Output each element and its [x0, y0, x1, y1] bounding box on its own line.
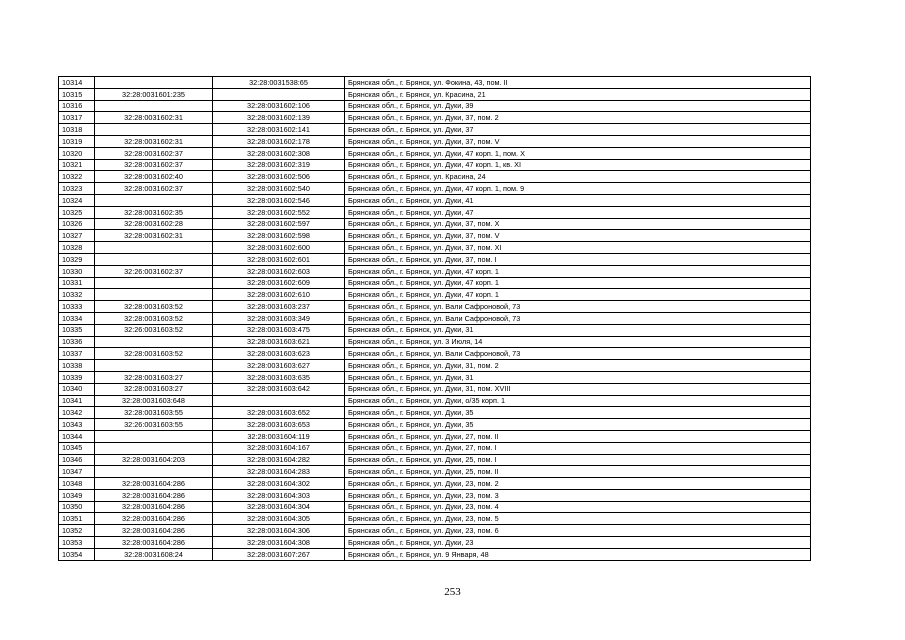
parent-cadastral-number-cell: 32:28:0031602:37	[95, 183, 213, 195]
address-cell: Брянская обл., г. Брянск, ул. Дуки, 37	[345, 124, 811, 136]
cadastral-number-cell	[213, 395, 345, 407]
row-number-cell: 10340	[59, 383, 95, 395]
row-number-cell: 10317	[59, 112, 95, 124]
parent-cadastral-number-cell: 32:28:0031601:235	[95, 88, 213, 100]
parent-cadastral-number-cell	[95, 442, 213, 454]
table-row	[59, 430, 811, 442]
address-cell: Брянская обл., г. Брянск, ул. Дуки, 35	[345, 419, 811, 431]
row-number-cell: 10319	[59, 135, 95, 147]
table-row	[59, 371, 811, 383]
table-row	[59, 312, 811, 324]
row-number-cell: 10324	[59, 194, 95, 206]
row-number-cell: 10323	[59, 183, 95, 195]
row-number-cell: 10325	[59, 206, 95, 218]
cadastral-number-cell: 32:28:0031604:306	[213, 525, 345, 537]
address-cell: Брянская обл., г. Брянск, ул. Дуки, 37, пом. I	[345, 253, 811, 265]
address-cell: Брянская обл., г. Брянск, ул. Вали Сафроновой, 73	[345, 301, 811, 313]
parent-cadastral-number-cell	[95, 194, 213, 206]
cadastral-number-cell: 32:28:0031602:609	[213, 277, 345, 289]
address-cell: Брянская обл., г. Брянск, ул. Дуки, 25, пом. II	[345, 466, 811, 478]
cadastral-number-cell: 32:28:0031603:653	[213, 419, 345, 431]
cadastral-number-cell: 32:28:0031602:598	[213, 230, 345, 242]
parent-cadastral-number-cell: 32:28:0031603:648	[95, 395, 213, 407]
table-row	[59, 525, 811, 537]
parent-cadastral-number-cell: 32:28:0031604:286	[95, 501, 213, 513]
address-cell: Брянская обл., г. Брянск, ул. Дуки, 39	[345, 100, 811, 112]
parent-cadastral-number-cell	[95, 77, 213, 89]
parent-cadastral-number-cell: 32:26:0031603:52	[95, 324, 213, 336]
table-row	[59, 301, 811, 313]
address-cell: Брянская обл., г. Брянск, ул. Дуки, 47 корп. 1	[345, 265, 811, 277]
cadastral-number-cell: 32:28:0031602:610	[213, 289, 345, 301]
row-number-cell: 10315	[59, 88, 95, 100]
parent-cadastral-number-cell: 32:26:0031602:37	[95, 265, 213, 277]
table-row	[59, 442, 811, 454]
cadastral-number-cell: 32:28:0031602:597	[213, 218, 345, 230]
cadastral-number-cell: 32:28:0031604:304	[213, 501, 345, 513]
cadastral-number-cell	[213, 88, 345, 100]
table-row	[59, 454, 811, 466]
cadastral-number-cell: 32:28:0031538:65	[213, 77, 345, 89]
parent-cadastral-number-cell: 32:28:0031602:40	[95, 171, 213, 183]
address-cell: Брянская обл., г. Брянск, ул. Дуки, 27, пом. I	[345, 442, 811, 454]
cadastral-number-cell: 32:28:0031602:506	[213, 171, 345, 183]
address-cell: Брянская обл., г. Брянск, ул. Дуки, 31, пом. 2	[345, 360, 811, 372]
address-cell: Брянская обл., г. Брянск, ул. 3 Июля, 14	[345, 336, 811, 348]
row-number-cell: 10341	[59, 395, 95, 407]
row-number-cell: 10346	[59, 454, 95, 466]
row-number-cell: 10314	[59, 77, 95, 89]
cadastral-number-cell: 32:28:0031603:635	[213, 371, 345, 383]
parent-cadastral-number-cell	[95, 336, 213, 348]
cadastral-number-cell: 32:28:0031603:349	[213, 312, 345, 324]
parent-cadastral-number-cell	[95, 242, 213, 254]
row-number-cell: 10344	[59, 430, 95, 442]
cadastral-number-cell: 32:28:0031604:167	[213, 442, 345, 454]
row-number-cell: 10318	[59, 124, 95, 136]
parent-cadastral-number-cell: 32:28:0031603:52	[95, 348, 213, 360]
row-number-cell: 10316	[59, 100, 95, 112]
parent-cadastral-number-cell: 32:28:0031602:31	[95, 112, 213, 124]
cadastral-number-cell: 32:28:0031603:621	[213, 336, 345, 348]
parent-cadastral-number-cell: 32:28:0031602:31	[95, 230, 213, 242]
parent-cadastral-number-cell: 32:28:0031602:37	[95, 147, 213, 159]
address-cell: Брянская обл., г. Брянск, ул. Дуки, 31, пом. XVIII	[345, 383, 811, 395]
table-row	[59, 183, 811, 195]
address-cell: Брянская обл., г. Брянск, ул. Дуки, 47 корп. 1	[345, 289, 811, 301]
table-row	[59, 419, 811, 431]
parent-cadastral-number-cell: 32:28:0031608:24	[95, 548, 213, 560]
address-cell: Брянская обл., г. Брянск, ул. Дуки, 47 корп. 1	[345, 277, 811, 289]
table-row	[59, 88, 811, 100]
table-row	[59, 289, 811, 301]
cadastral-number-cell: 32:28:0031607:267	[213, 548, 345, 560]
parent-cadastral-number-cell: 32:28:0031602:37	[95, 159, 213, 171]
row-number-cell: 10345	[59, 442, 95, 454]
parent-cadastral-number-cell: 32:28:0031602:28	[95, 218, 213, 230]
cadastral-number-cell: 32:28:0031604:282	[213, 454, 345, 466]
row-number-cell: 10354	[59, 548, 95, 560]
parent-cadastral-number-cell: 32:28:0031603:52	[95, 312, 213, 324]
table-row	[59, 383, 811, 395]
address-cell: Брянская обл., г. Брянск, ул. Дуки, 37, пом. V	[345, 135, 811, 147]
address-cell: Брянская обл., г. Брянск, ул. Фокина, 43, пом. II	[345, 77, 811, 89]
row-number-cell: 10336	[59, 336, 95, 348]
parent-cadastral-number-cell	[95, 466, 213, 478]
cadastral-number-cell: 32:28:0031602:552	[213, 206, 345, 218]
table-row	[59, 253, 811, 265]
parent-cadastral-number-cell: 32:28:0031604:286	[95, 537, 213, 549]
cadastral-number-cell: 32:28:0031604:119	[213, 430, 345, 442]
cadastral-number-cell: 32:28:0031603:642	[213, 383, 345, 395]
row-number-cell: 10326	[59, 218, 95, 230]
table-row	[59, 537, 811, 549]
cadastral-number-cell: 32:28:0031602:178	[213, 135, 345, 147]
address-cell: Брянская обл., г. Брянск, ул. Дуки, 35	[345, 407, 811, 419]
cadastral-number-cell: 32:28:0031603:652	[213, 407, 345, 419]
cadastral-number-cell: 32:28:0031602:139	[213, 112, 345, 124]
row-number-cell: 10349	[59, 489, 95, 501]
row-number-cell: 10339	[59, 371, 95, 383]
parent-cadastral-number-cell	[95, 289, 213, 301]
row-number-cell: 10321	[59, 159, 95, 171]
cadastral-number-cell: 32:28:0031603:475	[213, 324, 345, 336]
address-cell: Брянская обл., г. Брянск, ул. Дуки, 47 корп. 1, кв. XI	[345, 159, 811, 171]
row-number-cell: 10332	[59, 289, 95, 301]
address-cell: Брянская обл., г. Брянск, ул. Дуки, 23, пом. 6	[345, 525, 811, 537]
row-number-cell: 10322	[59, 171, 95, 183]
table-row	[59, 348, 811, 360]
parent-cadastral-number-cell: 32:28:0031603:55	[95, 407, 213, 419]
cadastral-number-cell: 32:28:0031602:600	[213, 242, 345, 254]
table-row	[59, 112, 811, 124]
address-cell: Брянская обл., г. Брянск, ул. Дуки, о/35 корп. 1	[345, 395, 811, 407]
row-number-cell: 10338	[59, 360, 95, 372]
page-number: 253	[444, 586, 461, 598]
parent-cadastral-number-cell	[95, 360, 213, 372]
row-number-cell: 10348	[59, 478, 95, 490]
address-cell: Брянская обл., г. Брянск, ул. Дуки, 37, пом. X	[345, 218, 811, 230]
table-row	[59, 360, 811, 372]
address-cell: Брянская обл., г. Брянск, ул. Дуки, 47	[345, 206, 811, 218]
cadastral-number-cell: 32:28:0031602:319	[213, 159, 345, 171]
parent-cadastral-number-cell: 32:28:0031604:286	[95, 525, 213, 537]
row-number-cell: 10329	[59, 253, 95, 265]
row-number-cell: 10353	[59, 537, 95, 549]
parent-cadastral-number-cell	[95, 253, 213, 265]
table-row	[59, 206, 811, 218]
table-row	[59, 395, 811, 407]
cadastral-number-cell: 32:28:0031602:141	[213, 124, 345, 136]
address-cell: Брянская обл., г. Брянск, ул. Дуки, 41	[345, 194, 811, 206]
address-cell: Брянская обл., г. Брянск, ул. Дуки, 27, пом. II	[345, 430, 811, 442]
address-cell: Брянская обл., г. Брянск, ул. Дуки, 23, пом. 4	[345, 501, 811, 513]
table-row	[59, 277, 811, 289]
row-number-cell: 10331	[59, 277, 95, 289]
table-row	[59, 135, 811, 147]
parent-cadastral-number-cell: 32:28:0031603:27	[95, 371, 213, 383]
cadastral-number-cell: 32:28:0031604:283	[213, 466, 345, 478]
address-cell: Брянская обл., г. Брянск, ул. Красина, 24	[345, 171, 811, 183]
address-cell: Брянская обл., г. Брянск, ул. 9 Января, 48	[345, 548, 811, 560]
row-number-cell: 10333	[59, 301, 95, 313]
cadastral-number-cell: 32:28:0031602:540	[213, 183, 345, 195]
row-number-cell: 10327	[59, 230, 95, 242]
row-number-cell: 10330	[59, 265, 95, 277]
parent-cadastral-number-cell	[95, 124, 213, 136]
cadastral-number-cell: 32:28:0031602:106	[213, 100, 345, 112]
table-row	[59, 407, 811, 419]
address-cell: Брянская обл., г. Брянск, ул. Вали Сафроновой, 73	[345, 312, 811, 324]
address-cell: Брянская обл., г. Брянск, ул. Дуки, 31	[345, 324, 811, 336]
row-number-cell: 10335	[59, 324, 95, 336]
table-row	[59, 124, 811, 136]
parent-cadastral-number-cell: 32:28:0031604:203	[95, 454, 213, 466]
address-cell: Брянская обл., г. Брянск, ул. Дуки, 23	[345, 537, 811, 549]
row-number-cell: 10352	[59, 525, 95, 537]
address-cell: Брянская обл., г. Брянск, ул. Дуки, 23, пом. 2	[345, 478, 811, 490]
cadastral-number-cell: 32:28:0031602:308	[213, 147, 345, 159]
cadastral-number-cell: 32:28:0031604:302	[213, 478, 345, 490]
table-row	[59, 513, 811, 525]
cadastral-number-cell: 32:28:0031604:303	[213, 489, 345, 501]
table-row	[59, 147, 811, 159]
address-cell: Брянская обл., г. Брянск, ул. Вали Сафроновой, 73	[345, 348, 811, 360]
cadastral-number-cell: 32:28:0031603:627	[213, 360, 345, 372]
table-row	[59, 324, 811, 336]
registry-table-body	[59, 77, 811, 561]
table-row	[59, 336, 811, 348]
parent-cadastral-number-cell: 32:28:0031604:286	[95, 478, 213, 490]
parent-cadastral-number-cell: 32:28:0031604:286	[95, 513, 213, 525]
address-cell: Брянская обл., г. Брянск, ул. Дуки, 25, пом. I	[345, 454, 811, 466]
table-row	[59, 489, 811, 501]
parent-cadastral-number-cell: 32:28:0031603:27	[95, 383, 213, 395]
table-row	[59, 230, 811, 242]
parent-cadastral-number-cell: 32:28:0031603:52	[95, 301, 213, 313]
parent-cadastral-number-cell: 32:26:0031603:55	[95, 419, 213, 431]
row-number-cell: 10343	[59, 419, 95, 431]
table-row	[59, 265, 811, 277]
table-row	[59, 242, 811, 254]
address-cell: Брянская обл., г. Брянск, ул. Дуки, 37, пом. 2	[345, 112, 811, 124]
row-number-cell: 10351	[59, 513, 95, 525]
parent-cadastral-number-cell	[95, 430, 213, 442]
address-cell: Брянская обл., г. Брянск, ул. Дуки, 23, пом. 3	[345, 489, 811, 501]
table-row	[59, 478, 811, 490]
table-row	[59, 159, 811, 171]
cadastral-registry-table	[58, 76, 811, 561]
parent-cadastral-number-cell: 32:28:0031604:286	[95, 489, 213, 501]
table-row	[59, 194, 811, 206]
table-row	[59, 218, 811, 230]
cadastral-number-cell: 32:28:0031604:308	[213, 537, 345, 549]
row-number-cell: 10342	[59, 407, 95, 419]
address-cell: Брянская обл., г. Брянск, ул. Дуки, 23, пом. 5	[345, 513, 811, 525]
row-number-cell: 10337	[59, 348, 95, 360]
address-cell: Брянская обл., г. Брянск, ул. Красина, 21	[345, 88, 811, 100]
address-cell: Брянская обл., г. Брянск, ул. Дуки, 47 корп. 1, пом. X	[345, 147, 811, 159]
table-row	[59, 501, 811, 513]
parent-cadastral-number-cell	[95, 100, 213, 112]
table-row	[59, 100, 811, 112]
cadastral-number-cell: 32:28:0031604:305	[213, 513, 345, 525]
cadastral-number-cell: 32:28:0031602:601	[213, 253, 345, 265]
address-cell: Брянская обл., г. Брянск, ул. Дуки, 37, пом. V	[345, 230, 811, 242]
cadastral-number-cell: 32:28:0031602:603	[213, 265, 345, 277]
cadastral-number-cell: 32:28:0031603:237	[213, 301, 345, 313]
row-number-cell: 10347	[59, 466, 95, 478]
address-cell: Брянская обл., г. Брянск, ул. Дуки, 31	[345, 371, 811, 383]
cadastral-number-cell: 32:28:0031603:623	[213, 348, 345, 360]
table-row	[59, 548, 811, 560]
row-number-cell: 10350	[59, 501, 95, 513]
address-cell: Брянская обл., г. Брянск, ул. Дуки, 47 корп. 1, пом. 9	[345, 183, 811, 195]
row-number-cell: 10328	[59, 242, 95, 254]
table-row	[59, 466, 811, 478]
table-row	[59, 77, 811, 89]
parent-cadastral-number-cell: 32:28:0031602:35	[95, 206, 213, 218]
row-number-cell: 10320	[59, 147, 95, 159]
row-number-cell: 10334	[59, 312, 95, 324]
cadastral-number-cell: 32:28:0031602:546	[213, 194, 345, 206]
parent-cadastral-number-cell	[95, 277, 213, 289]
parent-cadastral-number-cell: 32:28:0031602:31	[95, 135, 213, 147]
table-row	[59, 171, 811, 183]
address-cell: Брянская обл., г. Брянск, ул. Дуки, 37, пом. XI	[345, 242, 811, 254]
